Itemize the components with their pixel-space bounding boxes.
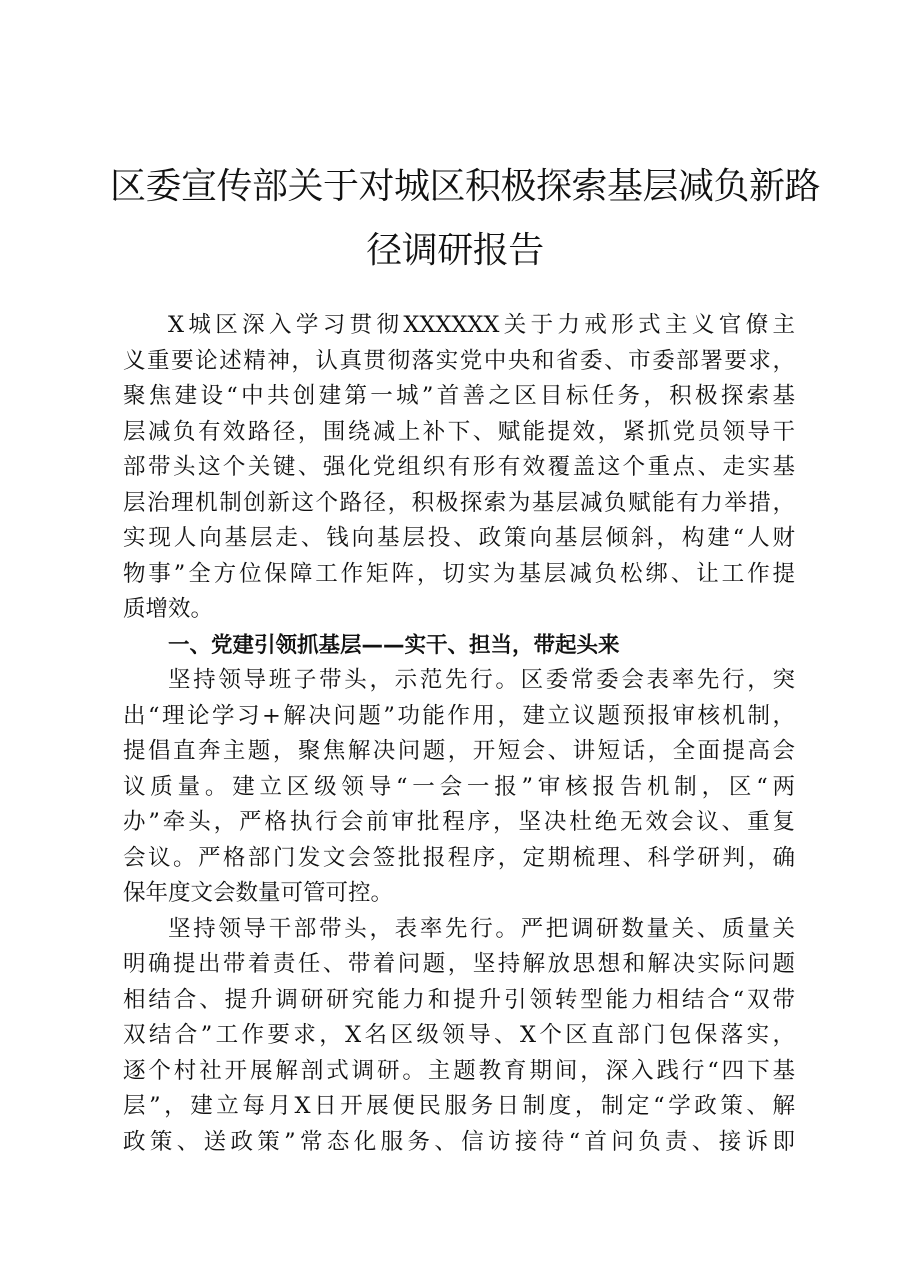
text-line: 层减负有效路径，围绕减上补下、赋能提效，紧抓党员领导干 (123, 418, 795, 445)
text-line: X城区深入学习贯彻XXXXXX关于力戒形式主义官僚主 (168, 312, 795, 338)
text-line: 逐个村社开展解剖式调研。主题教育期间，深入践行“四下基 (123, 1057, 795, 1084)
text-line: 物事”全方位保障工作矩阵，切实为基层减负松绑、让工作提 (123, 560, 795, 587)
text-line: 义重要论述精神，认真贯彻落实党中央和省委、市委部署要求， (123, 347, 795, 374)
text-line: 会议。严格部门发文会签批报程序，定期梳理、科学研判，确 (123, 844, 795, 871)
text-line: 聚焦建设“中共创建第一城”首善之区目标任务，积极探索基 (123, 383, 795, 409)
text-line: 部带头这个关键、强化党组织有形有效覆盖这个重点、走实基 (123, 454, 795, 480)
document-body (123, 308, 795, 1160)
section-heading-1: 一、党建引领抓基层——实干、担当，带起头来 (168, 632, 620, 658)
document-title-line-1: 区委宣传部关于对城区积极探索基层减负新路 (110, 166, 821, 207)
section1-paragraph-2 (123, 912, 795, 1161)
text-line: 层”，建立每月X日开展便民服务日制度，制定“学政策、解 (123, 1093, 795, 1119)
text-line: 相结合、提升调研研究能力和提升引领转型能力相结合“双带 (123, 986, 795, 1013)
text-line: 政策、送政策”常态化服务、信访接待“首问负责、接诉即 (123, 1128, 795, 1155)
text-line: 坚持领导班子带头，示范先行。区委常委会表率先行，突 (168, 667, 795, 693)
text-line: 办”牵头，严格执行会前审批程序，坚决杜绝无效会议、重复 (123, 809, 795, 835)
text-line: 议质量。建立区级领导“一会一报”审核报告机制，区“两 (123, 773, 795, 800)
text-line: 层治理机制创新这个路径，积极探索为基层减负赋能有力举措， (123, 489, 795, 516)
document-title-line-2: 径调研报告 (366, 230, 544, 271)
section1-paragraph-1 (123, 663, 795, 912)
text-line: 出“理论学习+解决问题”功能作用，建立议题预报审核机制， (123, 702, 795, 729)
text-line: 保年度文会数量可管可控。 (123, 880, 394, 906)
text-line: 实现人向基层走、钱向基层投、政策向基层倾斜，构建“人财 (123, 525, 795, 551)
text-line: 双结合”工作要求，X名区级领导、X个区直部门包保落实， (123, 1022, 795, 1048)
text-line: 坚持领导干部带头，表率先行。严把调研数量关、质量关 (168, 915, 795, 942)
intro-paragraph (123, 308, 795, 628)
text-line: 提倡直奔主题，聚焦解决问题，开短会、讲短话，全面提高会 (123, 738, 795, 764)
text-line: 质增效。 (123, 596, 214, 622)
text-line: 明确提出带着责任、带着问题，坚持解放思想和解决实际问题 (123, 951, 795, 977)
